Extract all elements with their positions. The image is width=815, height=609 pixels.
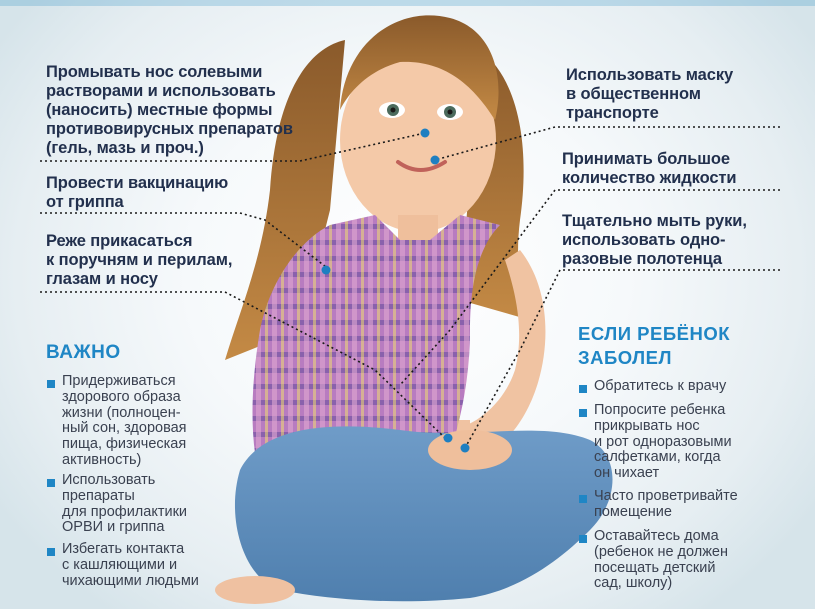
if-sick-item [594, 379, 726, 395]
item-line: Часто проветривайте [594, 488, 738, 504]
heading-line: ЕСЛИ РЕБЁНОК [578, 323, 731, 344]
tip-line: глазам и носу [46, 270, 158, 288]
tip-line: количество жидкости [562, 169, 737, 187]
bullet-square-icon [579, 535, 587, 543]
tip-line: противовирусных препаратов [46, 120, 293, 138]
tip-line: Принимать большое [562, 150, 730, 168]
item-line: препараты [62, 487, 135, 504]
item-line: прикрывать нос [594, 417, 700, 434]
item-line: салфетками, когда [594, 449, 721, 466]
item-line: Придерживаться [62, 373, 176, 389]
important-item [62, 542, 199, 589]
item-line: Использовать [62, 472, 156, 488]
item-line: активность) [62, 451, 142, 468]
item-line: он чихает [594, 465, 660, 482]
item-line: с кашляющими и [62, 556, 178, 573]
tip-wash-hands [562, 212, 747, 269]
tip-line: транспорте [566, 104, 659, 122]
heading-line: ЗАБОЛЕЛ [578, 347, 672, 368]
bullet-square-icon [47, 380, 55, 388]
tip-line: от гриппа [46, 193, 124, 211]
item-line: ОРВИ и гриппа [62, 519, 165, 536]
if-sick-item [594, 529, 728, 592]
item-line: Избегать контакта [62, 541, 185, 557]
tip-wash-nose [46, 63, 293, 158]
item-line: Обратитесь к врачу [594, 378, 727, 394]
tip-line: использовать одно- [562, 231, 726, 249]
bullet-square-icon [579, 409, 587, 417]
if-sick-item [594, 403, 732, 482]
item-line: Оставайтесь дома [594, 528, 719, 544]
tip-touch-less [46, 232, 232, 289]
item-line: (ребенок не должен [594, 543, 728, 560]
item-line: чихающими людьми [62, 572, 199, 589]
tip-line: Реже прикасаться [46, 232, 193, 250]
item-line: и рот одноразовыми [594, 433, 732, 450]
tip-line: Тщательно мыть руки, [562, 212, 747, 230]
tip-vaccination [46, 174, 228, 212]
important-item [62, 473, 187, 536]
tip-line: (гель, мазь и проч.) [46, 139, 204, 157]
tip-mask [566, 66, 733, 123]
item-line: жизни (полноцен- [62, 404, 181, 421]
important-heading: ВАЖНО [46, 342, 121, 363]
tip-line: разовые полотенца [562, 250, 722, 268]
bullet-square-icon [47, 479, 55, 487]
bullet-square-icon [47, 548, 55, 556]
if-sick-heading [578, 322, 730, 370]
item-line: помещение [594, 503, 672, 520]
item-line: пища, физическая [62, 436, 187, 453]
tip-line: в общественном [566, 85, 701, 103]
item-line: посещать детский [594, 559, 716, 576]
tip-line: (наносить) местные формы [46, 101, 273, 119]
item-line: сад, школу) [594, 575, 673, 592]
bullet-square-icon [579, 385, 587, 393]
item-line: для профилактики [62, 503, 188, 520]
item-line: здорового образа [62, 388, 181, 405]
if-sick-item [594, 489, 738, 521]
tip-line: Провести вакцинацию [46, 174, 229, 192]
important-item [62, 374, 187, 469]
tip-drink-fluids [562, 150, 736, 188]
tip-line: к поручням и перилам, [46, 251, 233, 269]
item-line: Попросите ребенка [594, 402, 726, 418]
bullet-square-icon [579, 495, 587, 503]
tip-line: растворами и использовать [46, 82, 276, 100]
item-line: ный сон, здоровая [62, 420, 187, 437]
tip-line: Промывать нос солевыми [46, 63, 263, 81]
tip-line: Использовать маску [566, 66, 734, 84]
